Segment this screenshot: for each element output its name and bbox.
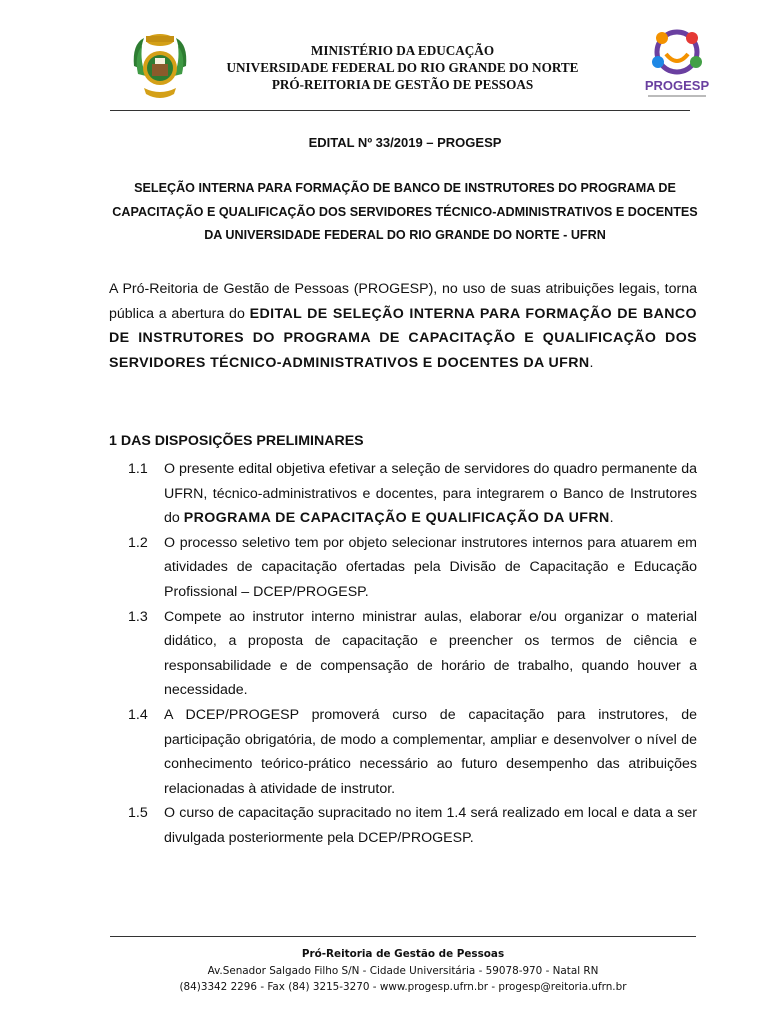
list-item: [109, 703, 697, 801]
footer-divider: [110, 936, 696, 937]
ufrn-crest-logo: [130, 26, 190, 104]
progesp-logo-text: PROGESP: [644, 78, 710, 93]
intro-paragraph: [109, 277, 697, 375]
footer-address: Av.Senador Salgado Filho S/N - Cidade Universitária - 59078-970 - Natal RN: [207, 964, 599, 977]
item-number: 1.1: [128, 461, 148, 477]
header-line-ministry: MINISTÉRIO DA EDUCAÇÃO: [310, 43, 495, 58]
item-text: O processo seletivo tem por objeto selecionar instrutores internos para atuarem em atividades de capacitação ofertadas pela Divisão de Capacitação e Educação Profissional – DCEP/PROGESP.: [164, 534, 697, 600]
item-text: A DCEP/PROGESP promoverá curso de capacitação para instrutores, de participação obrigatória, de modo a complementar, ampliar e desenvolver o nível de conhecimento teórico-prático necessário ao futuro desempenho das atribuições relacionadas à atividade de instrutor.: [164, 706, 697, 797]
list-item: [109, 605, 697, 703]
item-text-bold: PROGRAMA DE CAPACITAÇÃO E QUALIFICAÇÃO DA UFRN: [183, 510, 610, 527]
intro-bold-title: EDITAL DE SELEÇÃO INTERNA PARA FORMAÇÃO DE BANCO DE INSTRUTORES DO PROGRAMA DE CAPACITAÇÃO E QUALIFICAÇÃO DOS SERVIDORES TÉCNICO-ADMINISTRATIVOS E DOCENTES DA UFRN: [109, 305, 697, 371]
list-item: [109, 531, 697, 605]
item-number: 1.4: [128, 706, 148, 723]
list-item: [109, 801, 697, 850]
intro-suffix: .: [589, 354, 594, 371]
item-number: 1.2: [128, 534, 148, 551]
footer-org-name: Pró-Reitoria de Gestão de Pessoas: [301, 948, 505, 960]
header-line-university: UNIVERSIDADE FEDERAL DO RIO GRANDE DO NORTE: [226, 60, 579, 75]
item-number: 1.5: [128, 805, 148, 822]
item-text-suffix: .: [609, 510, 614, 527]
edital-subtitle: SELEÇÃO INTERNA PARA FORMAÇÃO DE BANCO DE INSTRUTORES DO PROGRAMA DE CAPACITAÇÃO E QUALIFICAÇÃO DOS SERVIDORES TÉCNICO-ADMINISTRATIVOS E DOCENTES DA UNIVERSIDADE FEDERAL DO RIO GRANDE DO NORTE - UFRN: [112, 181, 698, 242]
item-text: Compete ao instrutor interno ministrar aulas, elaborar e/ou organizar o material didático, a proposta de capacitação e preencher os termos de ciência e responsabilidade e de compensação de horário de trabalho, quando houver a necessidade.: [164, 608, 697, 699]
progesp-logo: [640, 24, 714, 104]
intro-prefix: A Pró-Reitoria de Gestão de Pessoas (PROGESP), no uso de suas atribuições legais, torna pública a abertura do: [109, 281, 697, 322]
item-text: [164, 457, 697, 531]
header-line-proreitoria: PRÓ-REITORIA DE GESTÃO DE PESSOAS: [271, 77, 534, 92]
edital-title: EDITAL Nº 33/2019 – PROGESP: [308, 135, 502, 150]
item-text: O curso de capacitação supracitado no item 1.4 será realizado em local e data a ser divulgada posteriormente pela DCEP/PROGESP.: [164, 805, 697, 846]
section-1-items: [109, 457, 697, 851]
institution-header: [200, 42, 605, 93]
page-footer: [110, 946, 696, 996]
section-1-title: 1 DAS DISPOSIÇÕES PRELIMINARES: [109, 433, 364, 449]
header-divider: [110, 110, 690, 111]
item-number: 1.3: [128, 608, 148, 625]
footer-contact: (84)3342 2296 - Fax (84) 3215-3270 - www.progesp.ufrn.br - progesp@reitoria.ufrn.br: [179, 981, 627, 993]
item-text-body: O presente edital objetiva efetivar a seleção de servidores do quadro permanente da UFRN, técnico-administrativos e docentes, para integrarem o Banco de Instrutores do: [164, 461, 697, 527]
list-item: [109, 457, 697, 531]
